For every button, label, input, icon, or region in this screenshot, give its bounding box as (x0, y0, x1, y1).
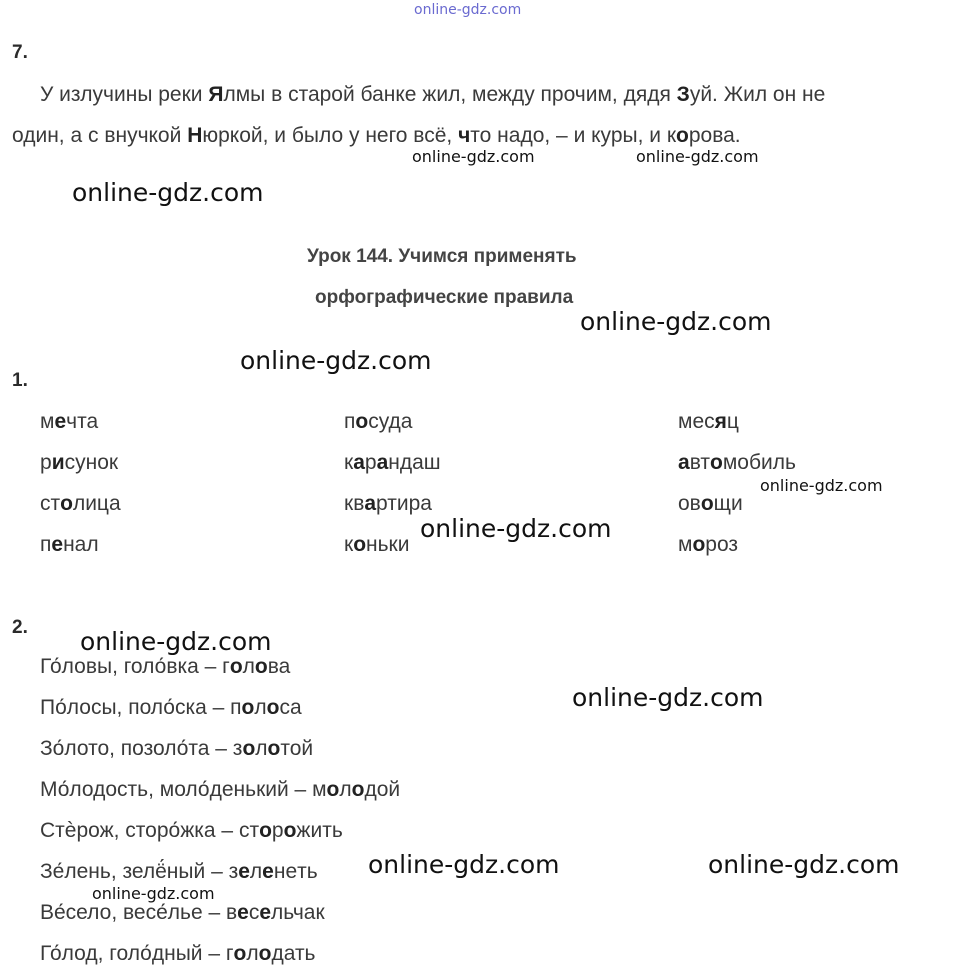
text-segment: ц (726, 410, 739, 433)
text-segment: с (248, 901, 260, 924)
highlighted-letter: Н (187, 124, 203, 147)
word-item (678, 451, 796, 475)
text-segment: мобиль (722, 451, 796, 474)
word-family-line (40, 737, 313, 761)
text-segment: рова. (688, 124, 741, 147)
text-segment: По́лосы, поло́ска – п (40, 696, 242, 719)
text-segment: Го́ловы, голо́вка – г (40, 655, 230, 678)
highlighted-letter: е (238, 860, 250, 883)
text-segment: мес (678, 410, 715, 433)
watermark: online-gdz.com (708, 850, 900, 879)
highlighted-letter: а (376, 451, 389, 474)
text-segment: вт (689, 451, 711, 474)
text-segment: м (40, 410, 55, 433)
highlighted-letter: я (714, 410, 727, 433)
text-segment: нал (63, 533, 99, 556)
highlighted-letter: о (254, 655, 268, 678)
text-segment: Стѐрож, сторо́жка – ст (40, 819, 260, 842)
text-segment: суда (368, 410, 413, 433)
text-segment: п (344, 410, 356, 433)
highlighted-letter: е (54, 410, 67, 433)
text-segment: ндаш (388, 451, 441, 474)
text-segment: са (279, 696, 302, 719)
watermark: online-gdz.com (420, 514, 612, 543)
highlighted-letter: о (700, 492, 714, 515)
text-segment: чта (66, 410, 99, 433)
exercise-2-number: 2. (12, 617, 28, 638)
highlighted-letter: о (258, 942, 272, 965)
watermark: online-gdz.com (760, 476, 883, 495)
watermark-top: online-gdz.com (414, 2, 522, 18)
text-segment: один, а с внучкой (12, 124, 188, 147)
watermark: online-gdz.com (72, 178, 264, 207)
highlighted-letter: З (676, 83, 690, 106)
text-segment: роз (705, 533, 739, 556)
word-item (344, 533, 409, 557)
text-segment: Ве́село, весе́лье – в (40, 901, 238, 924)
highlighted-letter: е (237, 901, 249, 924)
word-family-line (40, 901, 325, 925)
text-segment: дать (271, 942, 316, 965)
highlighted-letter: о (351, 778, 365, 801)
word-item (678, 410, 739, 434)
watermark: online-gdz.com (572, 683, 764, 712)
highlighted-letter: о (60, 492, 73, 515)
text-segment: р (40, 451, 52, 474)
exercise-7-line-1 (40, 74, 825, 115)
highlighted-letter: е (51, 533, 64, 556)
watermark: online-gdz.com (240, 346, 432, 375)
text-segment: м (678, 533, 693, 556)
word-family-line (40, 655, 290, 679)
text-segment: л (246, 942, 259, 965)
text-segment: сунок (64, 451, 119, 474)
text-segment: Зо́лото, позоло́та – з (40, 737, 243, 760)
text-segment: к (344, 451, 354, 474)
text-segment: р (364, 451, 377, 474)
word-family-line (40, 942, 316, 966)
text-segment: У излучины реки (40, 83, 209, 106)
text-segment: Мо́лодость, моло́денький – м (40, 778, 327, 801)
exercise-7-line-2 (12, 115, 741, 156)
word-item (344, 451, 441, 475)
text-segment: к (344, 533, 354, 556)
watermark: online-gdz.com (412, 147, 535, 166)
text-segment: п (40, 533, 52, 556)
highlighted-letter: о (229, 655, 243, 678)
word-item (678, 492, 743, 516)
text-segment: л (339, 778, 352, 801)
text-segment: л (255, 737, 268, 760)
text-segment: ртира (376, 492, 432, 515)
text-segment: лмы в старой банке жил, между прочим, дядя (223, 83, 677, 106)
text-segment: Зе́лень, зелё́ный – з (40, 860, 239, 883)
highlighted-letter: Я (208, 83, 224, 106)
text-segment: дой (364, 778, 401, 801)
word-item (344, 410, 412, 434)
text-segment: нeть (273, 860, 318, 883)
highlighted-letter: е (259, 901, 272, 924)
highlighted-letter: о (283, 819, 297, 842)
exercise-1-number: 1. (12, 370, 28, 391)
text-segment: то надо, – и куры, и к (470, 124, 677, 147)
word-item (40, 410, 98, 434)
watermark: online-gdz.com (92, 884, 215, 903)
text-segment: щи (713, 492, 743, 515)
word-item (40, 533, 99, 557)
highlighted-letter: о (692, 533, 706, 556)
text-segment: жить (296, 819, 343, 842)
highlighted-letter: а (678, 451, 690, 474)
lesson-subtitle: орфографические правила (315, 287, 574, 308)
highlighted-letter: о (241, 696, 255, 719)
watermark: online-gdz.com (580, 307, 772, 336)
highlighted-letter: о (710, 451, 723, 474)
text-segment: лица (72, 492, 121, 515)
word-item (40, 492, 121, 516)
highlighted-letter: а (364, 492, 377, 515)
word-family-line (40, 860, 318, 884)
word-item (344, 492, 432, 516)
exercise-7-number: 7. (12, 42, 28, 63)
watermark: online-gdz.com (636, 147, 759, 166)
watermark: online-gdz.com (80, 627, 272, 656)
highlighted-letter: о (267, 737, 281, 760)
highlighted-letter: о (676, 124, 689, 147)
highlighted-letter: о (259, 819, 272, 842)
text-segment: Го́лод, голо́дный – г (40, 942, 234, 965)
highlighted-letter: о (233, 942, 247, 965)
text-segment: ов (678, 492, 701, 515)
text-segment: той (280, 737, 314, 760)
text-segment: л (242, 655, 255, 678)
text-segment: л (249, 860, 263, 883)
text-segment: р (271, 819, 284, 842)
watermark: online-gdz.com (368, 850, 560, 879)
word-item (40, 451, 118, 475)
highlighted-letter: о (266, 696, 280, 719)
highlighted-letter: а (353, 451, 365, 474)
text-segment: ва (267, 655, 291, 678)
highlighted-letter: е (262, 860, 274, 883)
highlighted-letter: ч (458, 124, 471, 147)
lesson-title: Урок 144. Учимся применять (307, 246, 577, 267)
text-segment: л (254, 696, 267, 719)
word-family-line (40, 778, 400, 802)
highlighted-letter: о (242, 737, 256, 760)
highlighted-letter: о (355, 410, 369, 433)
word-item (678, 533, 738, 557)
text-segment: юркой, и было у него всё, (202, 124, 459, 147)
text-segment: ньки (366, 533, 410, 556)
highlighted-letter: о (326, 778, 340, 801)
word-family-line (40, 819, 343, 843)
text-segment: льчак (271, 901, 325, 924)
highlighted-letter: о (353, 533, 367, 556)
highlighted-letter: и (51, 451, 65, 474)
text-segment: кв (344, 492, 365, 515)
word-family-line (40, 696, 302, 720)
text-segment: уй. Жил он не (689, 83, 826, 106)
text-segment: ст (40, 492, 61, 515)
